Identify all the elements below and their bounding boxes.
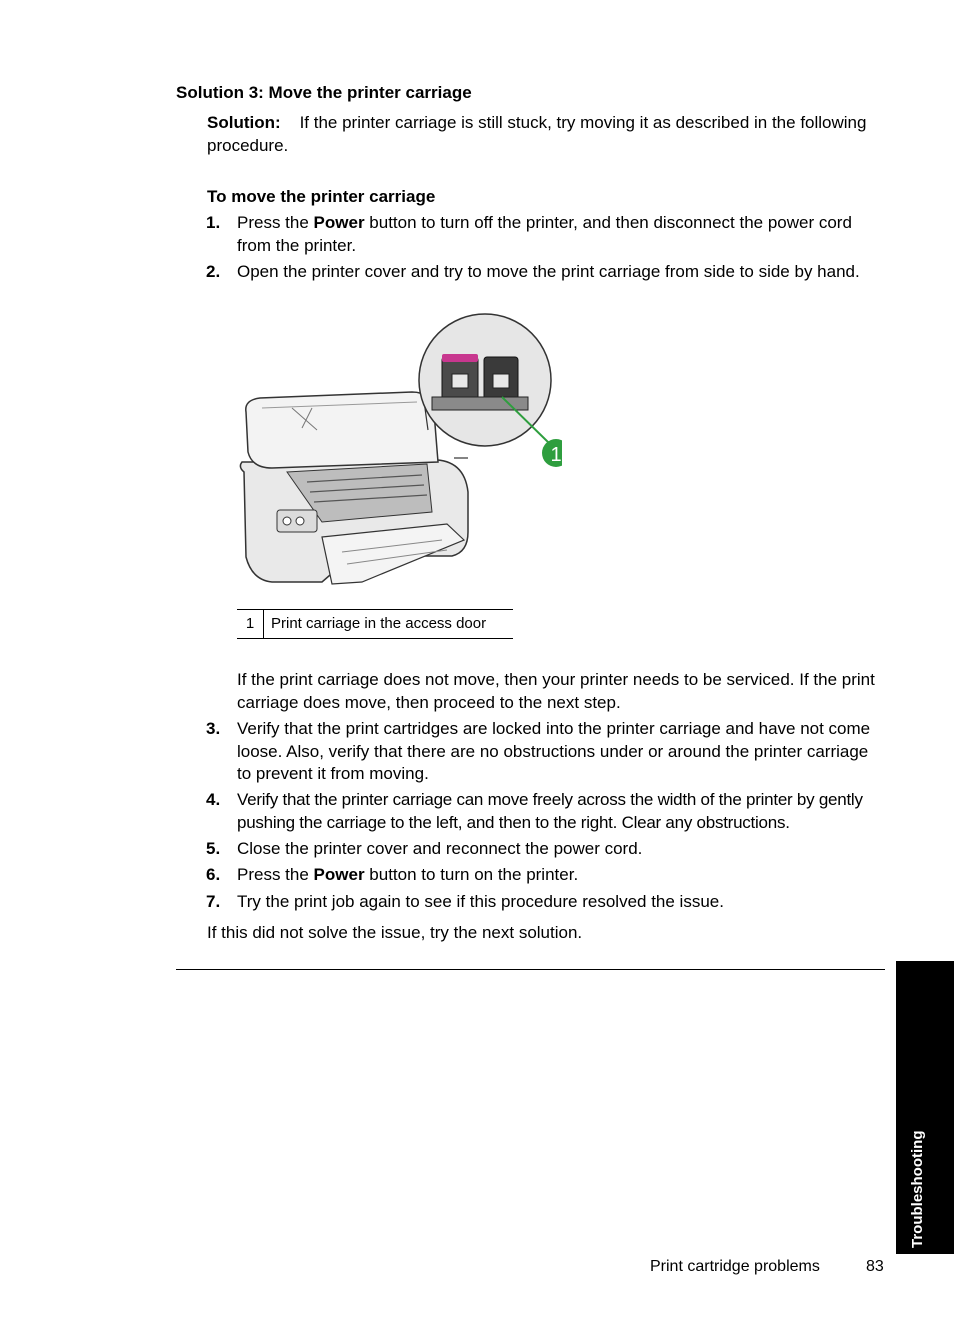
step-number: 3. <box>206 719 221 738</box>
step-1-text <box>237 212 887 257</box>
power-button-label: Power <box>313 213 365 232</box>
caption-text: Print carriage in the access door <box>271 615 487 632</box>
power-button-icon <box>283 517 291 525</box>
step-number: 4. <box>206 790 221 809</box>
after-figure-paragraph: If the print carriage does not move, then your printer needs to be serviced. If the print carriage does move, then proceed to the next step. <box>237 670 875 712</box>
step-text-part: button to turn off the printer, and then disconnect the power cord from the printer. <box>237 213 852 255</box>
solution-label: Solution: <box>207 113 281 132</box>
step-text-part: Press the <box>237 865 314 884</box>
step-6-text <box>237 864 887 887</box>
step-2-text: Open the printer cover and try to move the print carriage from side to side by hand. <box>237 262 860 281</box>
footer-section-title: Print cartridge problems <box>650 1258 820 1275</box>
step-number: 7. <box>206 892 221 911</box>
step-5-text: Close the printer cover and reconnect the power cord. <box>237 839 643 858</box>
step-text-part: button to turn on the printer. <box>364 865 579 884</box>
caption-number: 1 <box>237 610 264 638</box>
chapter-side-tab-label: Troubleshooting <box>909 1130 926 1248</box>
cartridge-label <box>452 374 468 388</box>
section-heading: Solution 3: Move the printer carriage <box>176 83 472 102</box>
step-number: 6. <box>206 865 221 884</box>
closing-paragraph: If this did not solve the issue, try the next solution. <box>207 923 583 942</box>
figure-caption-table <box>237 609 513 639</box>
section-divider <box>176 969 885 970</box>
step-3-text: Verify that the print cartridges are locked into the printer carriage and have not come loose. Also, verify that there are no obstructions under or around the printer carriage to prevent it from moving. <box>237 719 871 783</box>
callout-number: 1 <box>550 444 562 466</box>
step-number: 1. <box>206 213 221 232</box>
step-7-text: Try the print job again to see if this procedure resolved the issue. <box>237 892 724 911</box>
procedure-heading: To move the printer carriage <box>207 187 436 206</box>
resume-button-icon <box>296 517 304 525</box>
step-4-text: Verify that the printer carriage can move freely across the width of the printer by gently pushing the carriage to the left, and then to the right. Clear any obstructions. <box>237 790 863 832</box>
cartridge-label <box>493 374 509 388</box>
solution-text: If the printer carriage is still stuck, try moving it as described in the following procedure. <box>207 113 867 155</box>
solution-paragraph <box>207 112 887 157</box>
power-button-label: Power <box>313 865 365 884</box>
printer-illustration <box>232 312 562 592</box>
step-text-part: Press the <box>237 213 314 232</box>
step-number: 2. <box>206 262 221 281</box>
step-number: 5. <box>206 839 221 858</box>
cartridge-magenta-band <box>442 354 478 362</box>
printer-cover <box>246 392 438 468</box>
page-number: 83 <box>866 1258 884 1275</box>
